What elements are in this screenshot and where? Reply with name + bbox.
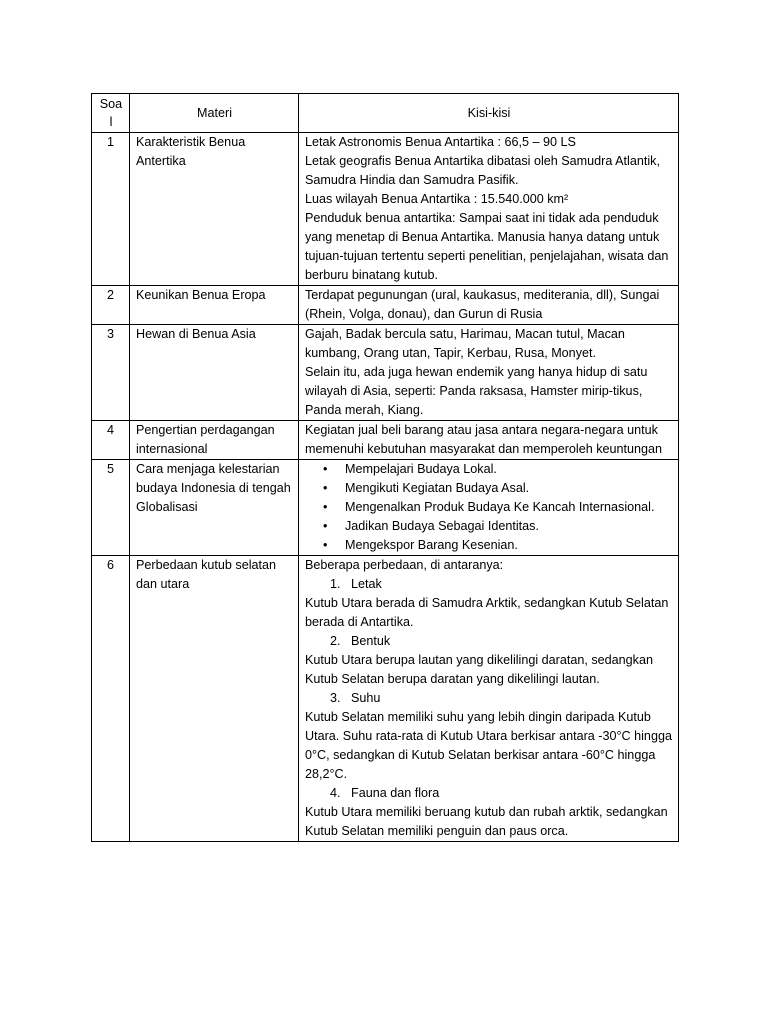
- list-item: • Mempelajari Budaya Lokal.: [345, 460, 673, 479]
- row-number: 2: [92, 286, 130, 325]
- row-number: 3: [92, 325, 130, 421]
- row-kisi-kisi: [299, 556, 679, 842]
- list-item: • Jadikan Budaya Sebagai Identitas.: [345, 517, 673, 536]
- item-title: Bentuk: [351, 634, 391, 648]
- kisi-line: Luas wilayah Benua Antartika : 15.540.000 km²: [305, 192, 569, 206]
- row-number: 1: [92, 133, 130, 286]
- item-title: Suhu: [351, 691, 381, 705]
- kisi-kisi-table: [91, 93, 679, 842]
- row-materi: Karakteristik Benua Antertika: [130, 133, 299, 286]
- list-item: • Mengenalkan Produk Budaya Ke Kancah Internasional.: [345, 498, 673, 517]
- row-number: 6: [92, 556, 130, 842]
- table-row: [92, 133, 679, 286]
- row-materi: Keunikan Benua Eropa: [130, 286, 299, 325]
- header-soal: Soa l: [92, 94, 130, 133]
- numbered-heading: [305, 575, 673, 594]
- table-row: [92, 286, 679, 325]
- row-materi: Hewan di Benua Asia: [130, 325, 299, 421]
- row-number: 5: [92, 460, 130, 556]
- row-materi: Perbedaan kutub selatan dan utara: [130, 556, 299, 842]
- kisi-line: Selain itu, ada juga hewan endemik yang hanya hidup di satu wilayah di Asia, seperti: Panda raksasa, Hamster mirip-tikus, Panda merah, Kiang.: [305, 365, 648, 417]
- table-row: [92, 556, 679, 842]
- row-kisi-kisi: [299, 286, 679, 325]
- table-row: [92, 460, 679, 556]
- item-title: Letak: [351, 577, 382, 591]
- item-title: Fauna dan flora: [351, 786, 440, 800]
- numbered-heading: [305, 689, 673, 708]
- item-number: 4.: [330, 786, 341, 800]
- row-kisi-kisi: [299, 421, 679, 460]
- list-item: • Mengekspor Barang Kesenian.: [345, 536, 673, 555]
- header-materi: Materi: [130, 94, 299, 133]
- item-text: Kutub Utara memiliki beruang kutub dan rubah arktik, sedangkan Kutub Selatan memiliki penguin dan paus orca.: [305, 805, 668, 838]
- header-kisi-kisi: Kisi-kisi: [299, 94, 679, 133]
- row-materi: Pengertian perdagangan internasional: [130, 421, 299, 460]
- row-kisi-kisi: [299, 460, 679, 556]
- kisi-intro: Beberapa perbedaan, di antaranya:: [305, 558, 504, 572]
- item-number: 1.: [330, 577, 341, 591]
- kisi-line: Terdapat pegunungan (ural, kaukasus, mediterania, dll), Sungai (Rhein, Volga, donau), dan Gurun di Rusia: [305, 288, 660, 321]
- bullet-list: [305, 460, 673, 555]
- list-item: • Mengikuti Kegiatan Budaya Asal.: [345, 479, 673, 498]
- kisi-line: Letak Astronomis Benua Antartika : 66,5 – 90 LS: [305, 135, 576, 149]
- row-materi: Cara menjaga kelestarian budaya Indonesia di tengah Globalisasi: [130, 460, 299, 556]
- numbered-heading: [305, 632, 673, 651]
- row-kisi-kisi: [299, 133, 679, 286]
- item-text: Kutub Utara berada di Samudra Arktik, sedangkan Kutub Selatan berada di Antartika.: [305, 596, 669, 629]
- row-number: 4: [92, 421, 130, 460]
- kisi-line: Kegiatan jual beli barang atau jasa antara negara-negara untuk memenuhi kebutuhan masyarakat dan memperoleh keuntungan: [305, 423, 663, 456]
- item-text: Kutub Utara berupa lautan yang dikelilingi daratan, sedangkan Kutub Selatan berupa daratan yang dikelilingi lautan.: [305, 653, 653, 686]
- item-number: 3.: [330, 691, 341, 705]
- item-number: 2.: [330, 634, 341, 648]
- table-row: [92, 325, 679, 421]
- kisi-line: Gajah, Badak bercula satu, Harimau, Macan tutul, Macan kumbang, Orang utan, Tapir, Kerbau, Rusa, Monyet.: [305, 327, 625, 360]
- kisi-line: Penduduk benua antartika: Sampai saat ini tidak ada penduduk yang menetap di Benua Antartika. Manusia hanya datang untuk tujuan-tujuan tertentu seperti penelitian, penjelajahan, wisata dan berburu binatang kutub.: [305, 211, 669, 282]
- table-row: [92, 421, 679, 460]
- item-text: Kutub Selatan memiliki suhu yang lebih dingin daripada Kutub Utara. Suhu rata-rata di Kutub Utara berkisar antara -30°C hingga 0°C, sedangkan di Kutub Selatan berkisar antara -60°C hingga 28,2°C.: [305, 710, 672, 781]
- kisi-line: Letak geografis Benua Antartika dibatasi oleh Samudra Atlantik, Samudra Hindia dan Samudra Pasifik.: [305, 154, 660, 187]
- table-header-row: [92, 94, 679, 133]
- row-kisi-kisi: [299, 325, 679, 421]
- numbered-heading: [305, 784, 673, 803]
